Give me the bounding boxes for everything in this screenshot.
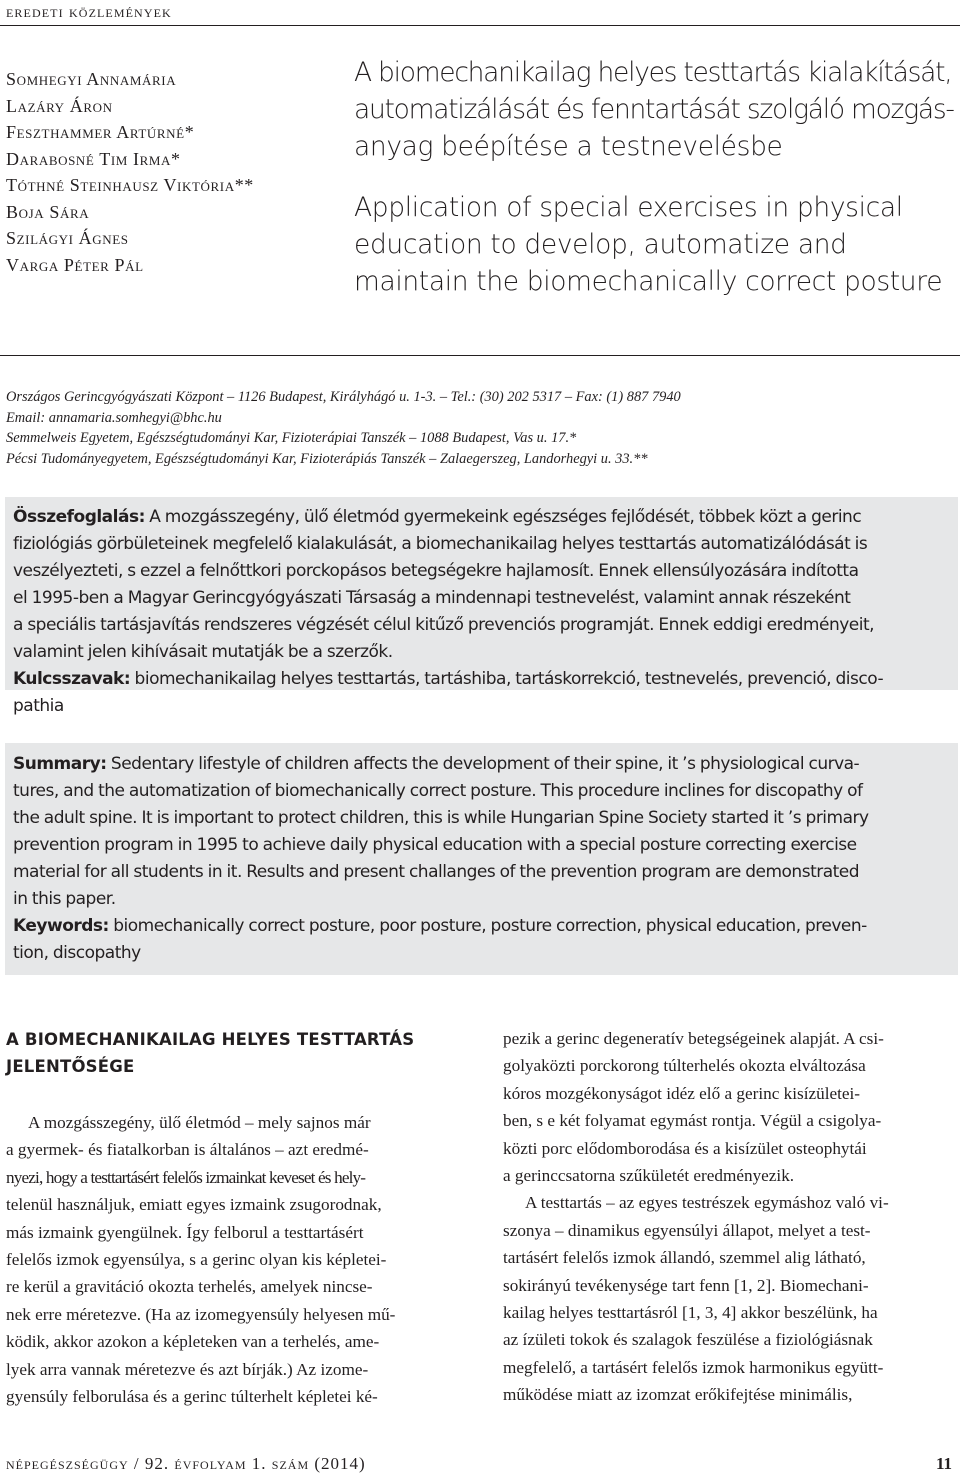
keywords-line: biomechanically correct posture, poor posture, posture correction, physical education, preven- [108,916,867,936]
summary-line: prevention program in 1995 to achieve daily physical education with a special posture correcting exercise [13,835,857,855]
title-line: anyag beépítése a testnevelésbe [354,131,783,162]
author-name: Lazáry Áron [6,95,113,116]
body-line: kailag helyes testtartásról [1, 3, 4] akkor beszélünk, ha [503,1303,878,1323]
body-column-right [503,1025,955,1409]
body-line: A testtartás – az egyes testrészek egymáshoz való vi- [525,1193,889,1213]
section-heading [6,1026,414,1080]
keywords-line: tion, discopathy [13,943,141,963]
body-line: felelős izmok egyensúlya, s a gerinc olyan kis képletei- [6,1250,387,1270]
abstract-line: veszélyezteti, s ezzel a felnőttkori porckopásos betegségekre hajlamosít. Ennek ellensúlyozására indította [13,561,859,581]
affiliations [6,387,681,469]
article-titles [354,54,954,300]
keywords-line: biomechanikailag helyes testtartás, tartáshiba, tartáskorrekció, testnevelés, prevenció, disco- [130,669,884,689]
body-column-left [6,1109,463,1410]
abstract-line: a speciális tartásjavítás rendszeres végzését célul kitűző prevenciós programját. Ennek eddigi eredményeit, [13,615,875,635]
body-line: a gyermek- és fiatalkorban is általános – azt eredmé- [6,1140,369,1160]
top-rule [0,25,960,26]
body-line: ködik, akkor azokon a képleteken van a terhelés, ame- [6,1332,380,1352]
section-label: eredeti közlemények [6,2,172,21]
title-hungarian [354,54,954,165]
body-line: golyaközti porckorong túlterhelés okozta elváltozása [503,1056,866,1076]
body-line: az ízületi tokok és szalagok feszülése a fiziológiásnak [503,1330,873,1350]
title-line: Application of special exercises in physical [354,192,903,223]
body-line: a gerinccsatorna szűkületét eredményezik. [503,1166,795,1186]
body-line: re kerül a gravitáció okozta terhelés, amelyek nincse- [6,1277,373,1297]
body-line: pezik a gerinc degeneratív betegségeinek alapját. A csi- [503,1029,884,1048]
body-line: közti porc elődomborodása és a kisízület osteophytái [503,1138,867,1158]
author-list [6,66,254,278]
summary-label: Summary: [13,754,107,774]
body-line: lyek arra vannak méretezve és azt bírják.) Az izome- [6,1359,369,1379]
abstract-line: valamint jelen kihívásait mutatják be a szerzők. [13,642,393,662]
body-line: más izmaink gyengülnek. Így felborul a testtartásért [6,1222,364,1242]
keywords-label: Kulcsszavak: [13,669,131,689]
body-line: gyensúly felborulása és a gerinc túlterhelt képletei ké- [6,1387,378,1407]
body-line: megfelelő, a tartásért felelős izmok harmonikus együtt- [503,1357,884,1377]
summary-line: in this paper. [13,889,116,909]
affiliation-email: Email: annamaria.somhegyi@bhc.hu [6,409,222,426]
author-name: Feszthammer Artúrné* [6,122,195,142]
author-name: Varga Péter Pál [6,254,144,275]
affiliation-line: Pécsi Tudományegyetem, Egészségtudományi Kar, Fizioterápiás Tanszék – Zalaegerszeg, Landorhegyi u. 33.** [6,450,648,467]
abstract-label: Összefoglalás: [13,507,145,527]
author-name: Tóthné Steinhausz Viktória** [6,175,254,195]
body-line: sokirányú tevékenysége tart fenn [1, 2]. Biomechani- [503,1275,869,1295]
title-english [354,189,954,300]
body-line: ben, s e két folyamat egymást rontja. Végül a csigolya- [503,1111,882,1131]
body-line: működése miatt az izomzat erőkifejtése minimális, [503,1385,853,1405]
body-line: kóros mozgékonyságot idéz elő a gerinc kisízületei- [503,1083,861,1103]
keywords-line: pathia [13,696,64,716]
title-line: education to develop, automatize and [354,229,847,260]
affiliation-line: Országos Gerincgyógyászati Központ – 1126 Budapest, Királyhágó u. 1-3. – Tel.: (30) 202 5317 – Fax: (1) 887 7940 [6,389,681,405]
body-line: tartásért felelős izmok állandó, szemmel alig látható, [503,1248,866,1268]
keywords-label: Keywords: [13,916,109,936]
heading-line: A BIOMECHANIKAILAG HELYES TESTTARTÁS [6,1030,415,1049]
summary-line: Sedentary lifestyle of children affects the development of their spine, it ’s physiological curva- [106,754,860,774]
abstract-line: el 1995-ben a Magyar Gerincgyógyászati Társaság a mindennapi testnevelést, valamint annak részeként [13,588,851,608]
affiliation-rule [0,355,960,356]
summary-line: the adult spine. It is important to protect children, this is while Hungarian Spine Society started it ’s primary [13,808,869,828]
page-number: 11 [936,1454,953,1473]
abstract-hungarian [13,504,883,720]
body-line: A mozgásszegény, ülő életmód – mely sajnos már [28,1113,371,1132]
body-line: telenül használjuk, emiatt egyes izmaink zsugorodnak, [6,1195,382,1215]
abstract-line: A mozgásszegény, ülő életmód gyermekeink egészséges fejlődését, többek közt a gerinc [144,507,862,527]
summary-line: material for all students in it. Results and present challanges of the prevention program are demonstrated [13,862,860,882]
affiliation-line: Semmelweis Egyetem, Egészségtudományi Kar, Fizioterápiai Tanszék – 1088 Budapest, Vas u. 17.* [6,430,577,447]
title-line: maintain the biomechanically correct posture [354,266,943,297]
author-name: Somhegyi Annamária [6,69,177,89]
summary-line: tures, and the automatization of biomechanically correct posture. This procedure inclines for discopathy of [13,781,863,801]
body-line: nek erre méretezve. (Ha az izomegyensúly helyesen mű- [6,1304,396,1324]
body-line: szonya – dinamikus egyensúlyi állapot, melyet a test- [503,1220,871,1240]
title-line: automatizálását és fenntartását szolgáló mozgás- [354,94,954,125]
abstract-line: fiziológiás görbületeinek megfelelő kialakulását, a biomechanikailag helyes testtartás automatizálódását is [13,534,868,554]
footer-journal: népegészségügy / 92. évfolyam 1. szám (2014) [6,1454,366,1473]
author-name: Boja Sára [6,201,90,222]
body-line: nyezi, hogy a testtartásért felelős izmainkat keveset és hely- [6,1167,366,1187]
heading-line: JELENTŐSÉGE [6,1057,135,1076]
title-line: A biomechanikailag helyes testtartás kialakítását, [354,57,952,88]
abstract-english [13,751,869,967]
author-name: Darabosné Tim Irma* [6,148,181,169]
author-name: Szilágyi Ágnes [6,228,129,248]
